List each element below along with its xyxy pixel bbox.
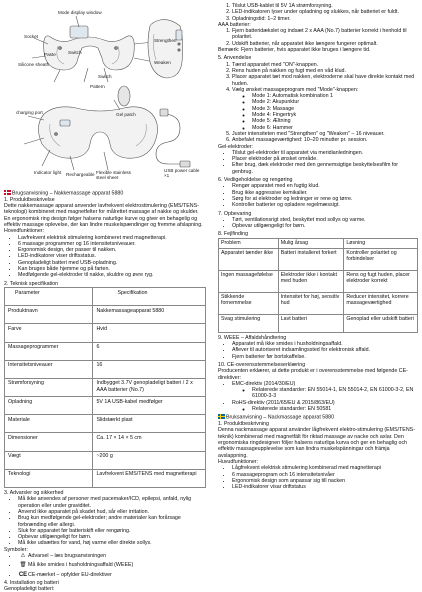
table-cell: Intensitetsniveauer bbox=[5, 360, 93, 378]
table-cell: Hvid bbox=[93, 324, 206, 342]
feature-list bbox=[218, 465, 418, 490]
symbol-list bbox=[4, 553, 206, 578]
table-row bbox=[219, 270, 418, 292]
list-item: • RoHS-direktiv (2011/65/EU & 2015/863/EU) bbox=[232, 400, 418, 406]
gel-list bbox=[218, 150, 418, 175]
list-item: 1. Tilslut USB-kablet til 5V 1A strømforsyning. bbox=[232, 3, 418, 9]
table-cell: Genoplad eller udskift batteri bbox=[344, 314, 418, 332]
list-item: ◦ Relaterede standarder: EN 55014-1, EN 55014-2, EN 61000-3-2, EN 61000-3-3 bbox=[252, 387, 418, 400]
figure-label: Indicator light bbox=[34, 170, 62, 175]
table-header: Løsning bbox=[344, 238, 418, 248]
list-item: • Placer elektroder på ønsket område. bbox=[232, 156, 418, 162]
figure-label: Flexible stainless steel sheet bbox=[96, 170, 131, 180]
list-item: • 6 massageprogram och 16 intensitetsnivåer bbox=[232, 472, 418, 478]
section-heading: 6. Vedligeholdelse og rengøring bbox=[218, 177, 293, 184]
figure-label: Socket bbox=[24, 34, 39, 39]
table-cell: Svag stimulering bbox=[219, 314, 279, 332]
table-cell: Nakkemassageapparat 5880 bbox=[93, 306, 206, 324]
list-item: • Kontroller batterier og opladere regelmæssigt. bbox=[232, 202, 418, 208]
list-item: • Sørg for at elektroder og ledninger er rene og tørre. bbox=[232, 196, 418, 202]
weee-list bbox=[218, 341, 418, 360]
figure-label: Strengthen bbox=[154, 38, 177, 43]
list-item: ◦ Mode 5: Æltning bbox=[252, 118, 418, 124]
list-item: 2. Udskift batterier, når apparatet ikke længere fungerer optimalt. bbox=[232, 41, 418, 47]
table-header: Mulig årsag bbox=[278, 238, 344, 248]
table-header: Specifikation bbox=[93, 287, 206, 305]
aaa-steps bbox=[218, 28, 418, 47]
mode-list bbox=[218, 93, 418, 131]
table-row bbox=[5, 397, 206, 415]
crossed-bin-icon: 🗑 bbox=[19, 562, 27, 569]
list-item: • 🗑 Må ikke smides i husholdningsaffald (WEEE) bbox=[18, 562, 206, 568]
list-item: • Må ikke anvendes af personer med pacemaker/ICD, epilepsi, anfald, nylig operation eller under graviditet. bbox=[18, 496, 206, 509]
table-row bbox=[219, 314, 418, 332]
table-cell: Lavfrekvent EMS/TENS med magnetterapi bbox=[93, 469, 206, 487]
list-item: • LED-indikatorer viser driftsstatus. bbox=[18, 253, 206, 259]
table-cell: Intensitet for høj, sensitiv hud bbox=[278, 292, 344, 314]
paragraph: Producenten erklærer, at dette produkt er i overensstemmelse med følgende CE-direktiver: bbox=[218, 368, 408, 381]
table-cell: Teknologi bbox=[5, 469, 93, 487]
list-item: 4. Vælg ønsket massageprogram med "Mode"-knappen: bbox=[232, 87, 418, 93]
list-item: • Lavfrekvent elektrisk stimulering kombineret med magnetterapi. bbox=[18, 235, 206, 241]
table-row bbox=[5, 324, 206, 342]
list-item: • Ergonomisk design som anpassar sig till nacken bbox=[232, 478, 418, 484]
list-item: • Tørt, ventilationsrigt sted, beskyttet mod sollys og varme. bbox=[232, 217, 418, 223]
paragraph: Denna nackmassage apparat använder lågfrekvent elektro-stimulering (EMS/TENS-teknik) kombinerad med magnetfält för riktad massage av nacke och axlar. Den ergonomiska ringdesignen följer halsens naturliga kurva och ger en behaglig och effektiv massageupplevelse som kan lindra muskelspänningar och främja avslappning. bbox=[218, 427, 415, 459]
list-item: • Kan bruges både hjemme og på farten. bbox=[18, 266, 206, 272]
table-cell: Opladning bbox=[5, 397, 93, 415]
list-item: ◦ Relaterede standarder: EN 50581 bbox=[252, 406, 418, 412]
ce-sublist bbox=[218, 387, 418, 400]
list-item: ◦ Mode 2: Akupunktur bbox=[252, 99, 418, 105]
subheading: Genopladeligt batteri: bbox=[4, 586, 55, 592]
figure-label: Rechargeable bbox=[66, 172, 95, 177]
figure-label: Switch bbox=[68, 50, 82, 55]
figure-label: Mode display window bbox=[58, 10, 102, 15]
table-cell: Ca. 17 × 14 × 5 cm bbox=[93, 433, 206, 451]
figure-label: Weaken bbox=[154, 60, 171, 65]
table-cell: Batteri installeret forkert bbox=[278, 248, 344, 270]
list-item: • 6 massage programmer og 16 intensitetsniveauer. bbox=[18, 241, 206, 247]
table-row bbox=[5, 415, 206, 433]
table-row bbox=[5, 433, 206, 451]
list-item: 1. Tænd apparatet med "ON"-knappen. bbox=[232, 62, 418, 68]
table-row bbox=[5, 451, 206, 469]
danish-title: Brugsanvisning – Nakkemassage apparat 5880 bbox=[4, 190, 206, 197]
figure-label: USB power cable ×1 bbox=[164, 168, 200, 178]
section-heading: 9. WEEE – Affaldshåndtering bbox=[218, 334, 287, 341]
list-item: • Opbevar utilgængeligt for børn. bbox=[18, 534, 206, 540]
list-item: ◦ Mode 6: Hammer bbox=[252, 125, 418, 131]
figure-label: Gel patch bbox=[116, 112, 136, 117]
figure-label: Silicone sheath bbox=[18, 62, 50, 67]
section-heading: 5. Anvendelse bbox=[218, 55, 252, 62]
table-row bbox=[5, 469, 206, 487]
table-cell: Farve bbox=[5, 324, 93, 342]
table-cell: 6 bbox=[93, 342, 206, 360]
table-cell: Materiale bbox=[5, 415, 93, 433]
list-item: • Må ikke udsættes for vand, høj varme eller direkte sollys. bbox=[18, 540, 206, 546]
table-row bbox=[5, 342, 206, 360]
list-item: • Medfølgende gel-elektroder til nakke, skuldre og øvre ryg. bbox=[18, 272, 206, 278]
table-cell: Slidstærkt plast bbox=[93, 415, 206, 433]
list-item: 3. Placer apparatet tæt mod nakken, elektroderne skal have direkte kontakt med huden. bbox=[232, 74, 418, 87]
left-column bbox=[4, 4, 206, 592]
figure-label: Pattern bbox=[90, 84, 105, 89]
table-cell: Vægt bbox=[5, 451, 93, 469]
list-item: • ⚠ Advarsel – læs brugsanvisningen bbox=[18, 553, 206, 559]
note: Bemærk: Fjern batterier, hvis apparatet ikke bruges i længere tid. bbox=[218, 47, 371, 54]
table-row bbox=[219, 248, 418, 270]
table-cell: Indbygget 3.7V genopladeligt batteri / 2 x AAA batterier (No.7) bbox=[93, 378, 206, 396]
table-cell: Reducer intensitet, korrere massageværtighed bbox=[344, 292, 418, 314]
subheading: Gel-elektroder: bbox=[218, 143, 254, 150]
list-item: • Opbevar utilgængeligt for børn. bbox=[232, 223, 418, 229]
table-row bbox=[5, 378, 206, 396]
list-item: • Tilslut gel-elektroder til apparatet via meridianledningen. bbox=[232, 150, 418, 156]
list-item: 6. Anbefalet massageværtighed: 10–20 minutter pr. session. bbox=[232, 137, 418, 143]
list-item: • Rengør apparatet med en fugtig klud. bbox=[232, 183, 418, 189]
subheading: AAA batterier: bbox=[218, 21, 251, 28]
table-cell: Elektroder ikke i kontakt med huden bbox=[278, 270, 344, 292]
table-row bbox=[5, 306, 206, 324]
warning-triangle-icon: ⚠ bbox=[20, 552, 26, 559]
list-item: • Lågfrekvent elektrisk stimulering kombinerad med magnetterapi bbox=[232, 465, 418, 471]
subheading: Symboler: bbox=[4, 546, 28, 553]
swedish-flag-icon bbox=[218, 414, 225, 419]
storage-list bbox=[218, 217, 418, 230]
table-header: Problem bbox=[219, 238, 279, 248]
feature-list bbox=[4, 235, 206, 279]
figure-label: Paste bbox=[44, 52, 56, 57]
section-heading: 4. Installation og batteri bbox=[4, 579, 59, 586]
charge-steps bbox=[218, 3, 418, 22]
list-item: ◦ Mode 4: Fingertryk bbox=[252, 112, 418, 118]
table-cell: ~200 g bbox=[93, 451, 206, 469]
list-item: • Genopladeligt batteri med USB-opladning. bbox=[18, 260, 206, 266]
list-item: • LED-indikatorer visar driftstatus bbox=[232, 484, 418, 490]
maintenance-list bbox=[218, 183, 418, 208]
list-item: • Efter brug, dæk elektroder med den gennemsigtige beskyttelsesfilm for genbrug. bbox=[232, 162, 418, 175]
section-heading: 8. Fejlfinding bbox=[218, 231, 249, 238]
figure-label: Switch bbox=[98, 74, 112, 79]
product-illustration bbox=[4, 4, 206, 190]
danish-flag-icon bbox=[4, 190, 11, 195]
list-item: 3. Opladningstid: 1–2 timer. bbox=[232, 16, 418, 22]
table-header-row bbox=[219, 238, 418, 248]
spec-table bbox=[4, 287, 206, 488]
table-cell: Strømforsyning bbox=[5, 378, 93, 396]
list-item: 5. Juster intensiteten med "Strengthen" og "Weaken" – 16 niveauer. bbox=[232, 131, 418, 137]
subheading: Hovedfunktioner: bbox=[4, 228, 45, 235]
table-row bbox=[5, 360, 206, 378]
ce-sublist bbox=[218, 406, 418, 412]
list-item: • Ergonomisk design, der passer til nakken. bbox=[18, 247, 206, 253]
table-cell: 16 bbox=[93, 360, 206, 378]
table-header-row bbox=[5, 287, 206, 305]
ce-mark-icon: CE bbox=[18, 571, 28, 578]
paragraph: Dette nakkemassage apparat anvender lavfrekvent elektrostimulering (EMS/TENS-teknologi) kombineret med magnetfelter for målrettet massage af nakke og skulder. En ergonomisk ring design følger halsens naturlige kurve og giver en behagelig og effektiv massage oplevelse, der kan lindre muskelspændinger og fremme afslapning. bbox=[4, 203, 203, 228]
list-item: ◦ Mode 3: Massage bbox=[252, 106, 418, 112]
section-heading: 1. Produktbeskrivelse bbox=[4, 196, 55, 203]
section-heading: 10. CE-overensstemmelseserklæring bbox=[218, 361, 306, 368]
table-cell: Dimensioner bbox=[5, 433, 93, 451]
swedish-title: Bruksanvisning – Nackmassage apparat 5880 bbox=[218, 414, 418, 421]
list-item: • Anvend ikke apparatet på skadet hud, sår eller irritation. bbox=[18, 509, 206, 515]
table-cell: Apparatet tænder ikke bbox=[219, 248, 279, 270]
list-item: ◦ Mode 1: Automatisk kombination 1 bbox=[252, 93, 418, 99]
warning-list bbox=[4, 496, 206, 546]
section-heading: 2. Teknisk specifikation bbox=[4, 280, 59, 287]
list-item: • EMC-direktiv (2014/30/EU) bbox=[232, 381, 418, 387]
list-item: • Apparatet må ikke smides i husholdningsaffald. bbox=[232, 341, 418, 347]
figure-label: charging port bbox=[16, 110, 43, 115]
table-cell: Kontroller polaritet og forbindelser bbox=[344, 248, 418, 270]
product-figure bbox=[4, 4, 206, 190]
usage-steps-2 bbox=[218, 131, 418, 144]
list-item: • Sluk for apparatet før batteriskift eller rengøring. bbox=[18, 528, 206, 534]
list-item: • Brug kun medfølgende gel-elektroder; andre materialer kan forårsage forbrænding eller allergi. bbox=[18, 515, 206, 528]
list-item: 2. LED-indikatoren lyser under opladning og slukkes, når batteriet er fuldt. bbox=[232, 9, 418, 15]
table-cell: Ingen massagefølelse bbox=[219, 270, 279, 292]
right-column bbox=[218, 3, 418, 490]
list-item: • Fjern batterier før bortskaffelse. bbox=[232, 354, 418, 360]
usage-steps bbox=[218, 62, 418, 93]
table-cell: 5V 1A USB-kabel medfølger bbox=[93, 397, 206, 415]
table-row bbox=[219, 292, 418, 314]
list-item: • CECE-mærket – opfylder EU-direktiver bbox=[18, 572, 206, 578]
table-cell: Rens og fugt huden, placer elektroder korrekt bbox=[344, 270, 418, 292]
table-header: Parameter bbox=[5, 287, 93, 305]
list-item: 1. Fjern batteridækslet og indsæt 2 x AAA (No.7) batterier korrekt i henhold til polaritet. bbox=[232, 28, 418, 41]
list-item: • Aflever til autoriseret indsamlingssted for elektronisk affald. bbox=[232, 347, 418, 353]
table-cell: Stikkende fornemmelse bbox=[219, 292, 279, 314]
section-heading: 1. Produktbeskrivning bbox=[218, 421, 269, 428]
subheading: Huvudfunktioner: bbox=[218, 458, 259, 465]
list-item: 2. Rens huden på nakken og fugt med en våd klud. bbox=[232, 68, 418, 74]
section-heading: 3. Advarsler og sikkerhed bbox=[4, 490, 64, 497]
section-heading: 7. Opbevaring bbox=[218, 210, 252, 217]
table-cell: Produktnavn bbox=[5, 306, 93, 324]
table-cell: Massageprogrammer bbox=[5, 342, 93, 360]
table-cell: Lavt batteri bbox=[278, 314, 344, 332]
list-item: • Brug ikke aggressive kemikalier. bbox=[232, 190, 418, 196]
troubleshooting-table bbox=[218, 238, 418, 333]
